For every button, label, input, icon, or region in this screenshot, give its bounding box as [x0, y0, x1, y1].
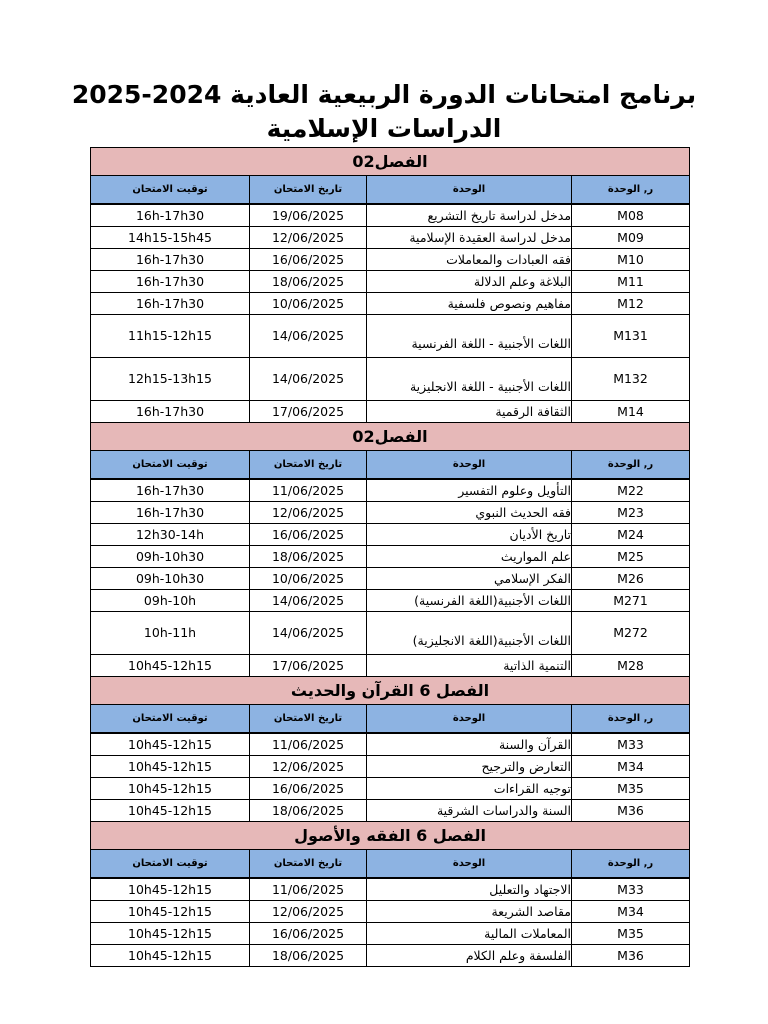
module-code: M272	[572, 612, 690, 655]
table-row	[91, 249, 690, 271]
column-header-date: تاريخ الامتحان	[250, 850, 367, 879]
column-header-date: تاريخ الامتحان	[250, 705, 367, 734]
table-row	[91, 800, 690, 822]
module-name: المعاملات المالية	[367, 923, 572, 945]
table-row	[91, 612, 690, 655]
module-name: اللغات الأجنبية - اللغة الفرنسية	[367, 315, 572, 358]
module-code: M33	[572, 878, 690, 901]
module-name: اللغات الأجنبية(اللغة الفرنسية)	[367, 590, 572, 612]
exam-time: 10h45-12h15	[91, 923, 250, 945]
column-header-time: توقيت الامتحان	[91, 705, 250, 734]
table-row	[91, 568, 690, 590]
module-name: السنة والدراسات الشرقية	[367, 800, 572, 822]
column-header-row	[91, 451, 690, 480]
column-header-unit: الوحدة	[367, 850, 572, 879]
exam-date: 12/06/2025	[250, 227, 367, 249]
exam-date: 18/06/2025	[250, 271, 367, 293]
exam-date: 18/06/2025	[250, 546, 367, 568]
table-row	[91, 733, 690, 756]
section-header	[91, 822, 690, 850]
module-code: M34	[572, 756, 690, 778]
exam-time: 14h15-15h45	[91, 227, 250, 249]
table-row	[91, 524, 690, 546]
exam-time: 10h-11h	[91, 612, 250, 655]
exam-date: 11/06/2025	[250, 878, 367, 901]
table-row	[91, 778, 690, 800]
module-code: M14	[572, 401, 690, 423]
module-name: الاجتهاد والتعليل	[367, 878, 572, 901]
exam-time: 10h45-12h15	[91, 878, 250, 901]
module-name: علم المواريث	[367, 546, 572, 568]
table-row	[91, 204, 690, 227]
module-name: اللغات الأجنبية - اللغة الانجليزية	[367, 358, 572, 401]
module-code: M132	[572, 358, 690, 401]
section-header	[91, 423, 690, 451]
column-header-code: ر, الوحدة	[572, 705, 690, 734]
module-code: M10	[572, 249, 690, 271]
exam-date: 11/06/2025	[250, 479, 367, 502]
module-code: M35	[572, 923, 690, 945]
exam-date: 18/06/2025	[250, 945, 367, 967]
module-name: التأويل وعلوم التفسير	[367, 479, 572, 502]
table-row	[91, 358, 690, 401]
module-name: مقاصد الشريعة	[367, 901, 572, 923]
exam-date: 18/06/2025	[250, 800, 367, 822]
module-name: فقه العبادات والمعاملات	[367, 249, 572, 271]
exam-date: 17/06/2025	[250, 401, 367, 423]
module-code: M35	[572, 778, 690, 800]
table-row	[91, 756, 690, 778]
module-name: مدخل لدراسة تاريخ التشريع	[367, 204, 572, 227]
exam-time: 11h15-12h15	[91, 315, 250, 358]
exam-time: 10h45-12h15	[91, 800, 250, 822]
exam-date: 16/06/2025	[250, 778, 367, 800]
module-code: M12	[572, 293, 690, 315]
section-title: الفصل 6 القرآن والحديث	[91, 677, 690, 705]
page-title: برنامج امتحانات الدورة الربيعية العادية 2024-2025	[71, 80, 697, 109]
column-header-unit: الوحدة	[367, 705, 572, 734]
exam-date: 10/06/2025	[250, 293, 367, 315]
column-header-date: تاريخ الامتحان	[250, 176, 367, 205]
exam-date: 10/06/2025	[250, 568, 367, 590]
exam-date: 14/06/2025	[250, 612, 367, 655]
section-header	[91, 148, 690, 176]
table-row	[91, 923, 690, 945]
module-code: M23	[572, 502, 690, 524]
section-title: الفصل 6 الفقه والأصول	[91, 822, 690, 850]
module-code: M25	[572, 546, 690, 568]
exam-date: 12/06/2025	[250, 502, 367, 524]
module-name: تاريخ الأديان	[367, 524, 572, 546]
exam-time: 10h45-12h15	[91, 733, 250, 756]
module-name: مفاهيم ونصوص فلسفية	[367, 293, 572, 315]
exam-time: 16h-17h30	[91, 401, 250, 423]
exam-date: 16/06/2025	[250, 249, 367, 271]
module-code: M36	[572, 800, 690, 822]
column-header-time: توقيت الامتحان	[91, 451, 250, 480]
exam-time: 09h-10h30	[91, 568, 250, 590]
module-name: التنمية الذاتية	[367, 655, 572, 677]
exam-time: 16h-17h30	[91, 293, 250, 315]
exam-date: 17/06/2025	[250, 655, 367, 677]
section-title: الفصل02	[91, 423, 690, 451]
module-name: الفلسفة وعلم الكلام	[367, 945, 572, 967]
column-header-unit: الوحدة	[367, 451, 572, 480]
module-name: الفكر الإسلامي	[367, 568, 572, 590]
exam-time: 09h-10h30	[91, 546, 250, 568]
exam-time: 16h-17h30	[91, 271, 250, 293]
column-header-date: تاريخ الامتحان	[250, 451, 367, 480]
module-code: M09	[572, 227, 690, 249]
exam-time: 12h30-14h	[91, 524, 250, 546]
table-row	[91, 293, 690, 315]
column-header-code: ر, الوحدة	[572, 850, 690, 879]
column-header-time: توقيت الامتحان	[91, 850, 250, 879]
module-code: M28	[572, 655, 690, 677]
module-code: M24	[572, 524, 690, 546]
module-name: مدخل لدراسة العقيدة الإسلامية	[367, 227, 572, 249]
table-row	[91, 546, 690, 568]
module-name: توجيه القراءات	[367, 778, 572, 800]
exam-date: 16/06/2025	[250, 923, 367, 945]
exam-date: 14/06/2025	[250, 590, 367, 612]
exam-date: 14/06/2025	[250, 358, 367, 401]
section-header	[91, 677, 690, 705]
module-name: التعارض والترجيح	[367, 756, 572, 778]
exam-time: 10h45-12h15	[91, 778, 250, 800]
column-header-row	[91, 850, 690, 879]
exam-time: 16h-17h30	[91, 502, 250, 524]
column-header-time: توقيت الامتحان	[91, 176, 250, 205]
table-row	[91, 502, 690, 524]
exam-date: 14/06/2025	[250, 315, 367, 358]
column-header-row	[91, 705, 690, 734]
exam-time: 16h-17h30	[91, 249, 250, 271]
column-header-unit: الوحدة	[367, 176, 572, 205]
table-row	[91, 945, 690, 967]
module-name: القرآن والسنة	[367, 733, 572, 756]
page-subtitle: الدراسات الإسلامية	[266, 114, 502, 143]
table-row	[91, 901, 690, 923]
table-row	[91, 655, 690, 677]
module-code: M131	[572, 315, 690, 358]
table-row	[91, 479, 690, 502]
exam-time: 10h45-12h15	[91, 655, 250, 677]
column-header-code: ر, الوحدة	[572, 451, 690, 480]
column-header-row	[91, 176, 690, 205]
exam-date: 11/06/2025	[250, 733, 367, 756]
table-row	[91, 401, 690, 423]
exam-time: 12h15-13h15	[91, 358, 250, 401]
module-name: فقه الحديث النبوي	[367, 502, 572, 524]
exam-date: 12/06/2025	[250, 901, 367, 923]
exam-date: 16/06/2025	[250, 524, 367, 546]
module-code: M22	[572, 479, 690, 502]
exam-time: 10h45-12h15	[91, 756, 250, 778]
module-code: M08	[572, 204, 690, 227]
exam-schedule-table	[90, 147, 690, 967]
exam-time: 16h-17h30	[91, 204, 250, 227]
module-name: اللغات الأجنبية(اللغة الانجليزية)	[367, 612, 572, 655]
exam-time: 10h45-12h15	[91, 901, 250, 923]
table-row	[91, 271, 690, 293]
exam-time: 09h-10h	[91, 590, 250, 612]
exam-time: 10h45-12h15	[91, 945, 250, 967]
module-code: M11	[572, 271, 690, 293]
exam-time: 16h-17h30	[91, 479, 250, 502]
module-code: M271	[572, 590, 690, 612]
module-code: M36	[572, 945, 690, 967]
module-code: M33	[572, 733, 690, 756]
module-code: M26	[572, 568, 690, 590]
module-code: M34	[572, 901, 690, 923]
table-row	[91, 227, 690, 249]
exam-date: 19/06/2025	[250, 204, 367, 227]
table-row	[91, 878, 690, 901]
exam-date: 12/06/2025	[250, 756, 367, 778]
table-row	[91, 590, 690, 612]
module-name: الثقافة الرقمية	[367, 401, 572, 423]
table-row	[91, 315, 690, 358]
column-header-code: ر, الوحدة	[572, 176, 690, 205]
module-name: البلاغة وعلم الدلالة	[367, 271, 572, 293]
section-title: الفصل02	[91, 148, 690, 176]
